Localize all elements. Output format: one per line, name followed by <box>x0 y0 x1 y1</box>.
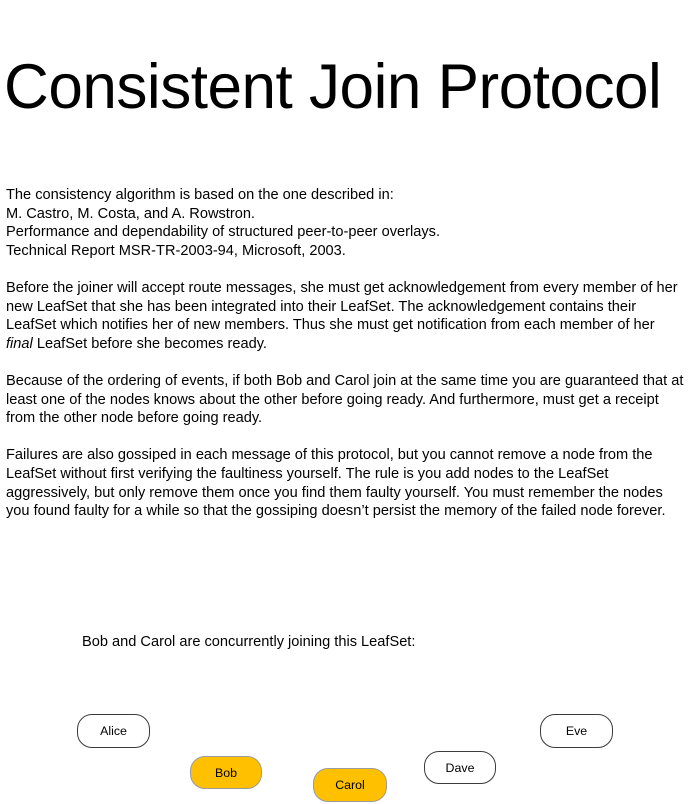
page-title: Consistent Join Protocol <box>4 52 662 123</box>
node-dave-label: Dave <box>445 760 475 775</box>
reference-line-1: The consistency algorithm is based on the one described in: <box>6 187 394 203</box>
paragraph-acknowledgement <box>6 279 684 353</box>
node-eve-label: Eve <box>565 724 588 738</box>
paragraph-reference <box>6 186 684 260</box>
node-carol-label: Carol <box>335 778 365 792</box>
node-bob[interactable] <box>190 756 262 789</box>
reference-line-3: Performance and dependability of structured peer-to-peer overlays. <box>6 224 440 241</box>
reference-line-4: Technical Report MSR-TR-2003-94, Microsoft, 2003. <box>6 242 346 259</box>
node-alice-label: Alice <box>100 724 127 738</box>
acknowledgement-emphasis: final <box>6 335 33 352</box>
acknowledgement-text-after: LeafSet before she becomes ready. <box>32 335 267 352</box>
node-alice[interactable] <box>77 714 150 748</box>
diagram-caption: Bob and Carol are concurrently joining this LeafSet: <box>82 634 416 650</box>
node-carol[interactable] <box>313 768 387 802</box>
reference-line-2: M. Castro, M. Costa, and A. Rowstron. <box>6 205 255 222</box>
body-copy <box>6 186 684 521</box>
paragraph-ordering: Because of the ordering of events, if both Bob and Carol join at the same time you are guaranteed that at least one of the nodes knows about the other before going ready. And furthermore, must get a receipt from the other node before going ready. <box>6 372 684 427</box>
node-dave[interactable] <box>424 751 496 784</box>
paragraph-failures: Failures are also gossiped in each message of this protocol, but you cannot remove a node from the LeafSet without first verifying the faultiness yourself. The rule is you add nodes to the LeafSet aggressively, but only remove them once you find them faulty yourself. You must remember the nodes you found faulty for a while so that the gossiping doesn’t persist the memory of the failed node forever. <box>6 447 666 520</box>
node-eve[interactable] <box>540 714 613 748</box>
node-bob-label: Bob <box>214 765 238 780</box>
acknowledgement-text-before: Before the joiner will accept route messages, she must get acknowledgement from every member of her new LeafSet that she has been integrated into their LeafSet. The acknowledgement contains their LeafSet which notifies her of new members. Thus she must get notification from each member of her <box>6 279 678 334</box>
